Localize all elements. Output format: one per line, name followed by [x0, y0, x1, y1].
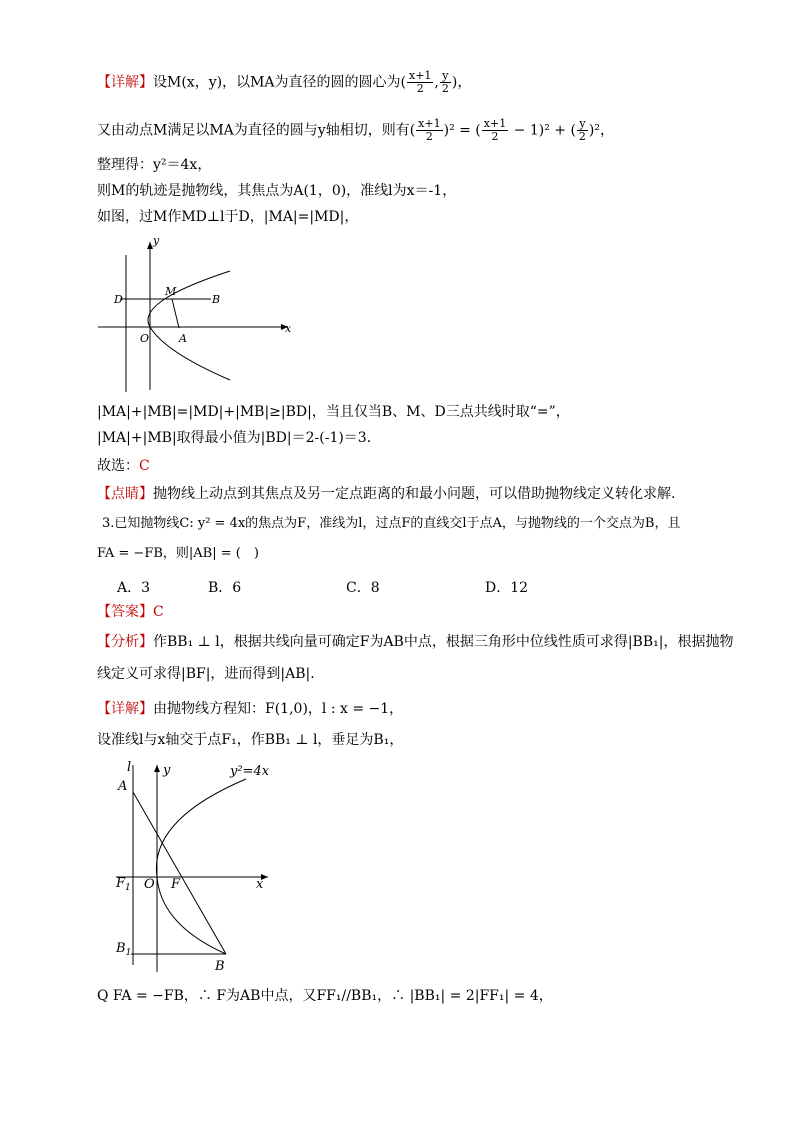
label-x: x [285, 322, 292, 335]
question-3-line-2: FA = −FB，则|AB| = ( ) [97, 546, 259, 561]
label-B: B [215, 959, 225, 974]
answer-tag: 【答案】 [97, 604, 153, 620]
figure-1-parabola [95, 230, 295, 395]
segment-MA [172, 299, 179, 328]
solution-step-4: 则M的轨迹是抛物线，其焦点为A(1，0)，准线l为x＝-1， [97, 183, 457, 199]
label-B1: $B_1$ [116, 941, 132, 958]
fraction-a: $\frac{x+1}{2}$ [418, 117, 441, 143]
label-y: y [153, 234, 160, 247]
figure-2-parabola [108, 757, 278, 977]
parabola-curve [148, 271, 230, 380]
label-l: l [127, 760, 132, 775]
label-M: M [165, 285, 177, 298]
label-F: F [171, 877, 181, 892]
detail-tag-2: 【详解】 [97, 701, 153, 717]
label-O: O [144, 877, 155, 892]
parabola-curve [156, 779, 246, 954]
step-1-text: 设M(x，y)，以MA为直径的圆的圆心为 [153, 74, 401, 91]
answer-letter: C [139, 458, 150, 474]
option-c: C．8 [346, 580, 380, 596]
detail-line-3: Q FA = −FB，∴ F为AB中点，又FF₁//BB₁，∴ |BB₁| = 2|FF₁| = 4， [97, 988, 553, 1004]
solution-step-1: 【详解】设M(x，y)，以MA为直径的圆的圆心为( $\frac{x+1}{2}$ , $\frac{y}{2}$ )， [97, 69, 472, 95]
solution-step-5: 如图，过M作MD⊥l于D，|MA|=|MD|， [97, 209, 359, 225]
fraction-b: $\frac{x+1}{2}$ [483, 117, 507, 143]
label-x: x [256, 877, 264, 892]
label-A: A [179, 332, 187, 345]
solution-step-6: |MA|+|MB|=|MD|+|MB|≥|BD|，当且仅当B、M、D三点共线时取“=”， [97, 404, 570, 420]
label-y: y [163, 763, 171, 778]
detail-line-1: 【详解】由抛物线方程知：F(1,0)，l : x = −1， [97, 701, 404, 717]
option-b: B．6 [208, 580, 242, 596]
question-3-line-1: 3.已知抛物线C: y² = 4x的焦点为F，准线为l，过点F的直线交l于点A，与抛物线的一个交点为B，且 [102, 516, 681, 531]
y-axis-arrow [154, 765, 160, 772]
answer-value: C [153, 604, 164, 620]
comment-tag: 【点睛】 [97, 486, 153, 502]
label-equation: y²=4x [230, 764, 270, 779]
comment-paragraph: 【点睛】抛物线上动点到其焦点及另一定点距离的和最小问题，可以借助抛物线定义转化求解. [97, 486, 676, 502]
analysis-tag: 【分析】 [97, 634, 153, 650]
label-A: A [118, 779, 128, 794]
detail-tag: 【详解】 [97, 74, 153, 91]
label-O: O [140, 332, 150, 345]
answer-line [97, 602, 164, 622]
label-F1: $F_1$ [116, 876, 131, 893]
detail-line-2: 设准线l与x轴交于点F₁，作BB₁ ⊥ l，垂足为B₁， [97, 732, 404, 748]
fraction-center-y: $\frac{y}{2}$ [441, 69, 449, 95]
solution-step-7: |MA|+|MB|取得最小值为|BD|＝2-(-1)＝3． [97, 430, 381, 446]
option-d: D．12 [485, 580, 529, 596]
step-2-text: 又由动点M满足以MA为直径的圆与y轴相切，则有 [97, 122, 410, 139]
solution-step-2: 又由动点M满足以MA为直径的圆与y轴相切，则有( $\frac{x+1}{2}$ )² = ( $\frac{x+1}{2}$ − 1)² + ( $\frac{y}{2}$ )²， [97, 117, 614, 143]
line-AB [133, 792, 226, 954]
analysis-line-2: 线定义可求得|BF|，进而得到|AB|. [97, 666, 315, 682]
label-B: B [212, 293, 221, 306]
option-a: A．3 [117, 580, 151, 596]
analysis-line-1: 【分析】作BB₁ ⊥ l，根据共线向量可确定F为AB中点，根据三角形中位线性质可求得|BB₁|，根据抛物 [97, 634, 734, 650]
solution-step-3: 整理得：y²＝4x， [97, 157, 212, 173]
label-D: D [114, 293, 123, 306]
fraction-c: $\frac{y}{2}$ [578, 117, 586, 143]
answer-choice: 故选：C [97, 458, 150, 474]
fraction-center-x: $\frac{x+1}{2}$ [408, 69, 432, 95]
